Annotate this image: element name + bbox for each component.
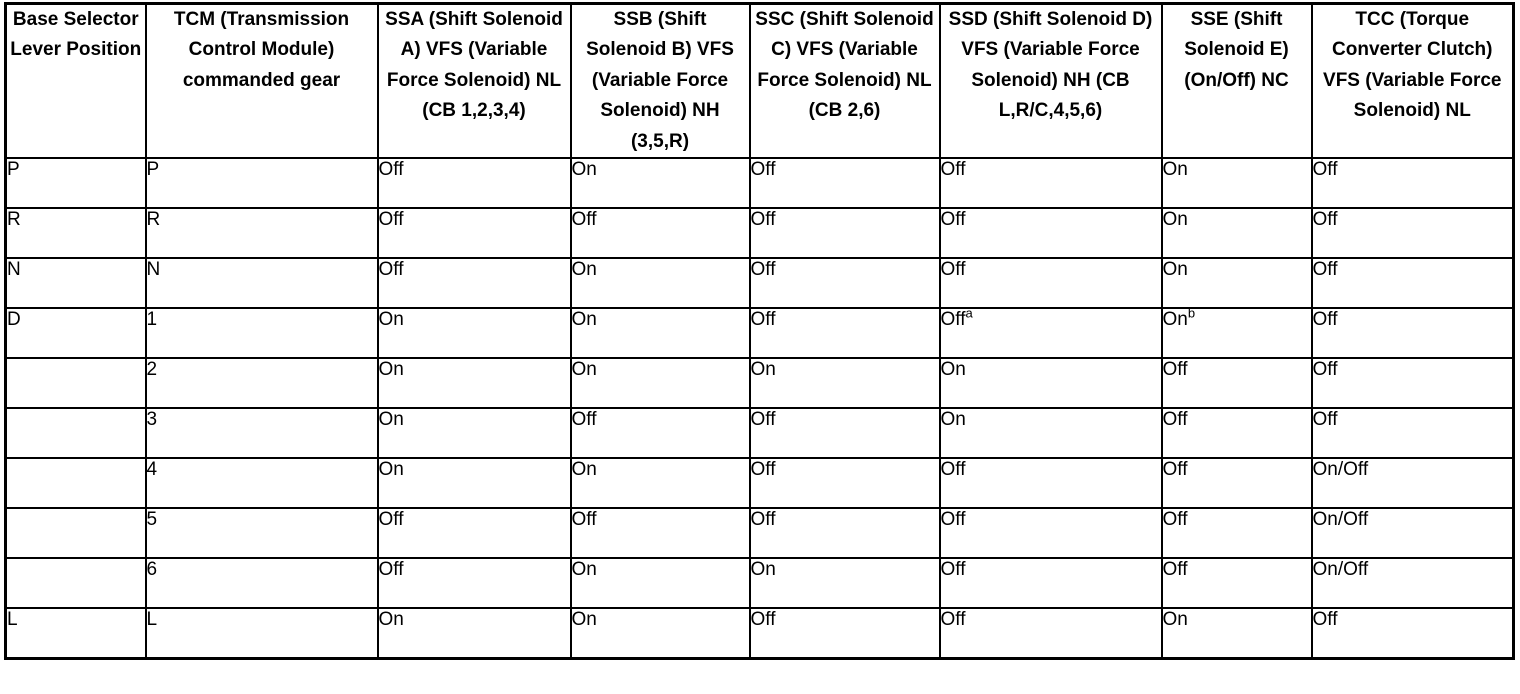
table-header xyxy=(6,4,1514,158)
cell-ssd-state: On xyxy=(940,358,1162,408)
cell-ssa-state: Off xyxy=(378,508,571,558)
header-row xyxy=(6,4,1514,158)
table-row xyxy=(6,408,1514,458)
cell-tcm-commanded-gear: L xyxy=(146,608,378,659)
column-header-ssa: SSA (Shift Solenoid A) VFS (Variable Force Solenoid) NL (CB 1,2,3,4) xyxy=(378,4,571,158)
cell-ssb-state: On xyxy=(571,608,750,659)
cell-base-selector-lever-position: P xyxy=(6,158,146,208)
cell-tcc-state: On/Off xyxy=(1312,508,1514,558)
column-header-sse: SSE (Shift Solenoid E) (On/Off) NC xyxy=(1162,4,1312,158)
table-row xyxy=(6,158,1514,208)
cell-sse-state: On xyxy=(1162,158,1312,208)
cell-base-selector-lever-position xyxy=(6,508,146,558)
table-body xyxy=(6,158,1514,659)
cell-ssb-state: On xyxy=(571,258,750,308)
column-header-ssc: SSC (Shift Solenoid C) VFS (Variable Force Solenoid) NL (CB 2,6) xyxy=(750,4,940,158)
footnote-marker: a xyxy=(965,305,973,321)
table-row xyxy=(6,208,1514,258)
cell-sse-state: On xyxy=(1162,208,1312,258)
cell-ssc-state: Off xyxy=(750,458,940,508)
cell-tcc-state: Off xyxy=(1312,408,1514,458)
table-row xyxy=(6,308,1514,358)
cell-sse-state: On xyxy=(1162,608,1312,659)
table-row xyxy=(6,508,1514,558)
cell-tcm-commanded-gear: 6 xyxy=(146,558,378,608)
cell-sse-state: Off xyxy=(1162,408,1312,458)
table-row xyxy=(6,258,1514,308)
footnote-marker: b xyxy=(1187,305,1196,321)
cell-tcc-state: Off xyxy=(1312,258,1514,308)
cell-tcm-commanded-gear: 5 xyxy=(146,508,378,558)
cell-ssc-state: Off xyxy=(750,508,940,558)
cell-ssd-state: Off xyxy=(940,458,1162,508)
cell-tcc-state: Off xyxy=(1312,608,1514,659)
column-header-ssd: SSD (Shift Solenoid D) VFS (Variable Force Solenoid) NH (CB L,R/C,4,5,6) xyxy=(940,4,1162,158)
cell-ssd-state: Off xyxy=(940,258,1162,308)
cell-ssc-state: Off xyxy=(750,258,940,308)
cell-sse-state: On$^b$ xyxy=(1162,308,1312,358)
table-row xyxy=(6,558,1514,608)
cell-ssc-state: Off xyxy=(750,608,940,659)
cell-ssa-state: On xyxy=(378,458,571,508)
cell-tcm-commanded-gear: 1 xyxy=(146,308,378,358)
column-header-ssb: SSB (Shift Solenoid B) VFS (Variable Force Solenoid) NH (3,5,R) xyxy=(571,4,750,158)
cell-tcm-commanded-gear: 3 xyxy=(146,408,378,458)
cell-tcm-commanded-gear: 4 xyxy=(146,458,378,508)
column-header-base-selector-lever-position: Base Selector Lever Position xyxy=(6,4,146,158)
cell-ssb-state: On xyxy=(571,158,750,208)
cell-ssd-state: Off xyxy=(940,508,1162,558)
cell-base-selector-lever-position xyxy=(6,558,146,608)
cell-ssd-state: On xyxy=(940,408,1162,458)
cell-base-selector-lever-position: N xyxy=(6,258,146,308)
cell-ssd-state: Off$^a$ xyxy=(940,308,1162,358)
cell-ssb-state: On xyxy=(571,458,750,508)
cell-tcc-state: On/Off xyxy=(1312,558,1514,608)
cell-tcc-state: On/Off xyxy=(1312,458,1514,508)
cell-ssa-state: On xyxy=(378,608,571,659)
cell-ssb-state: On xyxy=(571,308,750,358)
cell-base-selector-lever-position: L xyxy=(6,608,146,659)
cell-ssb-state: On xyxy=(571,558,750,608)
cell-ssa-state: On xyxy=(378,408,571,458)
cell-ssb-state: On xyxy=(571,358,750,408)
cell-ssa-state: Off xyxy=(378,558,571,608)
solenoid-state-table xyxy=(4,2,1515,660)
cell-sse-state: On xyxy=(1162,258,1312,308)
cell-base-selector-lever-position: R xyxy=(6,208,146,258)
cell-ssb-state: Off xyxy=(571,508,750,558)
cell-base-selector-lever-position xyxy=(6,458,146,508)
cell-sse-state: Off xyxy=(1162,558,1312,608)
column-header-tcm-commanded-gear: TCM (Transmission Control Module) commanded gear xyxy=(146,4,378,158)
cell-ssa-state: On xyxy=(378,308,571,358)
cell-ssd-state: Off xyxy=(940,558,1162,608)
cell-tcm-commanded-gear: 2 xyxy=(146,358,378,408)
cell-ssa-state: On xyxy=(378,358,571,408)
cell-tcm-commanded-gear: R xyxy=(146,208,378,258)
cell-sse-state: Off xyxy=(1162,358,1312,408)
table-row xyxy=(6,458,1514,508)
cell-ssa-state: Off xyxy=(378,158,571,208)
table-row xyxy=(6,608,1514,659)
cell-ssb-state: Off xyxy=(571,208,750,258)
cell-base-selector-lever-position: D xyxy=(6,308,146,358)
solenoid-state-table-container xyxy=(4,2,1516,660)
cell-ssc-state: Off xyxy=(750,408,940,458)
cell-base-selector-lever-position xyxy=(6,358,146,408)
cell-ssc-state: Off xyxy=(750,308,940,358)
cell-sse-state: Off xyxy=(1162,508,1312,558)
cell-ssc-state: Off xyxy=(750,208,940,258)
table-row xyxy=(6,358,1514,408)
cell-ssc-state: On xyxy=(750,558,940,608)
cell-tcm-commanded-gear: P xyxy=(146,158,378,208)
cell-tcc-state: Off xyxy=(1312,158,1514,208)
cell-ssc-state: Off xyxy=(750,158,940,208)
cell-ssd-state: Off xyxy=(940,208,1162,258)
cell-tcm-commanded-gear: N xyxy=(146,258,378,308)
cell-ssd-state: Off xyxy=(940,158,1162,208)
column-header-tcc: TCC (Torque Converter Clutch) VFS (Variable Force Solenoid) NL xyxy=(1312,4,1514,158)
cell-ssa-state: Off xyxy=(378,258,571,308)
cell-sse-state: Off xyxy=(1162,458,1312,508)
cell-tcc-state: Off xyxy=(1312,358,1514,408)
cell-tcc-state: Off xyxy=(1312,308,1514,358)
cell-ssc-state: On xyxy=(750,358,940,408)
cell-ssa-state: Off xyxy=(378,208,571,258)
cell-ssd-state: Off xyxy=(940,608,1162,659)
cell-base-selector-lever-position xyxy=(6,408,146,458)
cell-tcc-state: Off xyxy=(1312,208,1514,258)
cell-ssb-state: Off xyxy=(571,408,750,458)
